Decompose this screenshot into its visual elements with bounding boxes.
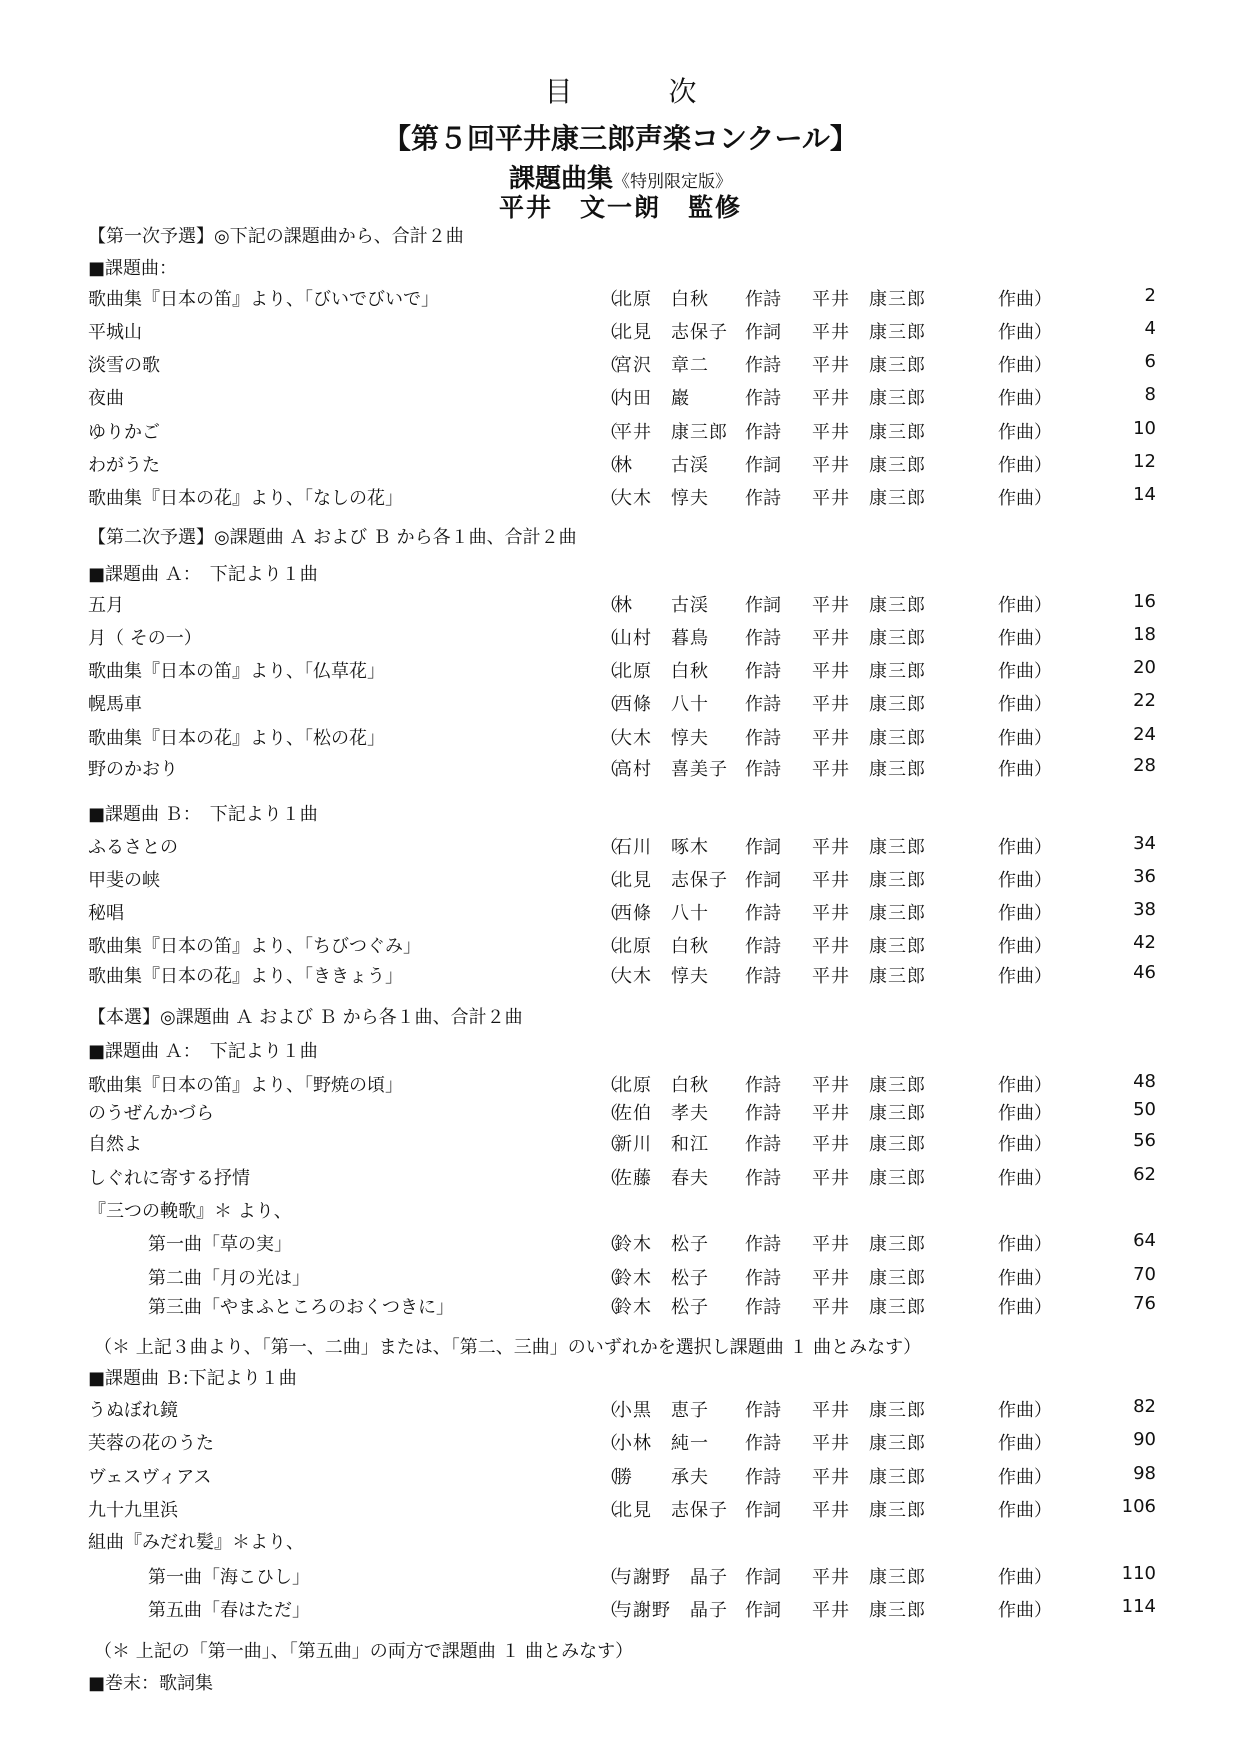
entry-composer: 平井 康三郎 xyxy=(812,628,926,649)
entry-composer: 平井 康三郎 xyxy=(812,388,926,409)
group-header: ■課題曲 Ｂ： 下記より１曲 xyxy=(88,804,318,825)
entry-poet-role: 作詩 xyxy=(745,1234,781,1255)
open-paren: （ xyxy=(600,1234,618,1255)
entry-composer-role: 作曲） xyxy=(998,1103,1052,1124)
entry-poet: 勝 承夫 xyxy=(614,1467,709,1488)
entry-poet-role: 作詩 xyxy=(745,1297,781,1318)
entry-composer-role: 作曲） xyxy=(998,1600,1052,1621)
entry-poet: 石川 啄木 xyxy=(614,837,709,858)
toc-entry xyxy=(0,833,1241,859)
toc-entry xyxy=(0,866,1241,892)
open-paren: （ xyxy=(600,488,618,509)
entry-poet-role: 作詞 xyxy=(745,322,781,343)
group-header: ■課題曲： xyxy=(88,258,178,279)
entry-poet: 高村 喜美子 xyxy=(614,759,728,780)
entry-page-number: 98 xyxy=(1133,1463,1156,1484)
entry-title: 歌曲集『日本の笛』より、「びいでびいで」 xyxy=(88,289,439,310)
section-heading: 【本選】◎課題曲 Ａ および Ｂ から各１曲、合計２曲 xyxy=(88,1007,523,1028)
entry-poet: 大木 惇夫 xyxy=(614,728,709,749)
entry-title: 芙蓉の花のうた xyxy=(88,1433,214,1454)
toc-entry xyxy=(0,1164,1241,1190)
open-paren: （ xyxy=(600,1268,618,1289)
entry-composer: 平井 康三郎 xyxy=(812,936,926,957)
entry-poet-role: 作詞 xyxy=(745,1600,781,1621)
toc-entry xyxy=(0,962,1241,988)
entry-page-number: 50 xyxy=(1133,1099,1156,1120)
open-paren: （ xyxy=(600,903,618,924)
entry-title: 歌曲集『日本の花』より、「ききょう」 xyxy=(88,966,403,987)
entry-poet: 新川 和江 xyxy=(614,1134,709,1155)
entry-title: ヴェスヴィアス xyxy=(88,1467,212,1488)
toc-entry xyxy=(0,1563,1241,1589)
section-heading: 【第二次予選】◎課題曲 Ａ および Ｂ から各１曲、合計２曲 xyxy=(88,527,577,548)
entry-composer: 平井 康三郎 xyxy=(812,1400,926,1421)
group-header: ■課題曲 Ａ： 下記より１曲 xyxy=(88,1041,318,1062)
open-paren: （ xyxy=(600,1467,618,1488)
entry-composer-role: 作曲） xyxy=(998,1433,1052,1454)
entry-poet-role: 作詩 xyxy=(745,661,781,682)
entry-poet: 与謝野 晶子 xyxy=(614,1567,728,1588)
entry-page-number: 70 xyxy=(1133,1264,1156,1285)
entry-title: 五月 xyxy=(88,595,124,616)
entry-poet: 鈴木 松子 xyxy=(614,1297,709,1318)
entry-poet-role: 作詩 xyxy=(745,388,781,409)
entry-title: 甲斐の峡 xyxy=(88,870,160,891)
entry-title: 歌曲集『日本の花』より、「松の花」 xyxy=(88,728,385,749)
entry-composer-role: 作曲） xyxy=(998,966,1052,987)
entry-poet: 北原 白秋 xyxy=(614,661,709,682)
entry-composer: 平井 康三郎 xyxy=(812,322,926,343)
toc-entry xyxy=(0,591,1241,617)
entry-composer: 平井 康三郎 xyxy=(812,903,926,924)
page-title: 目 次 xyxy=(544,75,731,108)
entry-composer-role: 作曲） xyxy=(998,422,1052,443)
entry-title: 九十九里浜 xyxy=(88,1500,178,1521)
entry-poet: 小林 純一 xyxy=(614,1433,709,1454)
entry-page-number: 64 xyxy=(1133,1230,1156,1251)
entry-page-number: 6 xyxy=(1144,351,1156,372)
open-paren: （ xyxy=(600,422,618,443)
entry-composer-role: 作曲） xyxy=(998,388,1052,409)
entry-page-number: 42 xyxy=(1133,932,1156,953)
entry-composer-role: 作曲） xyxy=(998,694,1052,715)
entry-poet-role: 作詩 xyxy=(745,1103,781,1124)
entry-title: 淡雪の歌 xyxy=(88,355,160,376)
open-paren: （ xyxy=(600,1168,618,1189)
suite-title: 組曲『みだれ髪』＊より、 xyxy=(88,1532,304,1553)
toc-entry xyxy=(0,755,1241,781)
entry-page-number: 90 xyxy=(1133,1429,1156,1450)
toc-entry xyxy=(0,724,1241,750)
entry-poet: 北原 白秋 xyxy=(614,936,709,957)
open-paren: （ xyxy=(600,355,618,376)
open-paren: （ xyxy=(600,1567,618,1588)
entry-title: 秘唱 xyxy=(88,903,124,924)
group-header: ■課題曲 Ｂ:下記より１曲 xyxy=(88,1368,297,1389)
entry-composer: 平井 康三郎 xyxy=(812,759,926,780)
entry-title: 歌曲集『日本の笛』より、「仏草花」 xyxy=(88,661,385,682)
entry-composer: 平井 康三郎 xyxy=(812,355,926,376)
entry-page-number: 8 xyxy=(1144,384,1156,405)
entry-composer: 平井 康三郎 xyxy=(812,1134,926,1155)
entry-page-number: 16 xyxy=(1133,591,1156,612)
editor-credit: 平井 文一朗 監修 xyxy=(498,193,742,222)
toc-entry xyxy=(0,318,1241,344)
open-paren: （ xyxy=(600,728,618,749)
toc-entry xyxy=(0,657,1241,683)
toc-entry xyxy=(0,1230,1241,1256)
entry-title: うぬぼれ鏡 xyxy=(88,1400,178,1421)
entry-title: 夜曲 xyxy=(88,388,124,409)
open-paren: （ xyxy=(600,1433,618,1454)
entry-page-number: 12 xyxy=(1133,451,1156,472)
toc-entry xyxy=(0,1429,1241,1455)
entry-poet: 北見 志保子 xyxy=(614,870,728,891)
entry-composer-role: 作曲） xyxy=(998,1234,1052,1255)
entry-composer-role: 作曲） xyxy=(998,903,1052,924)
entry-title: 第三曲「やまふところのおくつきに」 xyxy=(148,1297,454,1318)
entry-composer-role: 作曲） xyxy=(998,1567,1052,1588)
entry-title: 歌曲集『日本の花』より、「なしの花」 xyxy=(88,488,403,509)
toc-entry xyxy=(0,351,1241,377)
entry-composer: 平井 康三郎 xyxy=(812,1600,926,1621)
open-paren: （ xyxy=(600,661,618,682)
entry-composer: 平井 康三郎 xyxy=(812,1297,926,1318)
toc-entry xyxy=(0,384,1241,410)
entry-title: 野のかおり xyxy=(88,759,178,780)
entry-title: 第一曲「海こひし」 xyxy=(148,1567,310,1588)
entry-composer: 平井 康三郎 xyxy=(812,488,926,509)
entry-poet-role: 作詞 xyxy=(745,1500,781,1521)
entry-page-number: 110 xyxy=(1121,1563,1156,1584)
entry-composer-role: 作曲） xyxy=(998,1467,1052,1488)
entry-composer: 平井 康三郎 xyxy=(812,661,926,682)
entry-title: しぐれに寄する抒情 xyxy=(88,1168,250,1189)
toc-entry xyxy=(0,932,1241,958)
entry-poet-role: 作詩 xyxy=(745,628,781,649)
entry-title: のうぜんかづら xyxy=(88,1103,214,1124)
entry-poet-role: 作詞 xyxy=(745,1567,781,1588)
appendix-line: ■巻末：歌詞集 xyxy=(88,1673,214,1694)
entry-composer: 平井 康三郎 xyxy=(812,422,926,443)
entry-composer-role: 作曲） xyxy=(998,488,1052,509)
entry-composer: 平井 康三郎 xyxy=(812,966,926,987)
entry-poet: 与謝野 晶子 xyxy=(614,1600,728,1621)
entry-composer: 平井 康三郎 xyxy=(812,1234,926,1255)
entry-title: 第一曲「草の実」 xyxy=(148,1234,292,1255)
entry-composer-role: 作曲） xyxy=(998,759,1052,780)
open-paren: （ xyxy=(600,455,618,476)
open-paren: （ xyxy=(600,1297,618,1318)
entry-composer: 平井 康三郎 xyxy=(812,1467,926,1488)
entry-page-number: 48 xyxy=(1133,1071,1156,1092)
toc-entry xyxy=(0,899,1241,925)
entry-title: ふるさとの xyxy=(88,837,178,858)
entry-page-number: 4 xyxy=(1144,318,1156,339)
entry-poet: 内田 巖 xyxy=(614,388,690,409)
open-paren: （ xyxy=(600,837,618,858)
open-paren: （ xyxy=(600,694,618,715)
entry-page-number: 76 xyxy=(1133,1293,1156,1314)
edition-label: 《特別限定版》 xyxy=(613,172,732,192)
entry-page-number: 36 xyxy=(1133,866,1156,887)
entry-poet: 西條 八十 xyxy=(614,694,709,715)
entry-title: 幌馬車 xyxy=(88,694,142,715)
open-paren: （ xyxy=(600,289,618,310)
entry-poet: 小黒 恵子 xyxy=(614,1400,709,1421)
entry-page-number: 22 xyxy=(1133,690,1156,711)
entry-composer-role: 作曲） xyxy=(998,936,1052,957)
selection-note: （＊ 上記の「第一曲」、「第五曲」の両方で課題曲 １ 曲とみなす） xyxy=(94,1641,634,1662)
entry-poet: 山村 暮鳥 xyxy=(614,628,709,649)
entry-poet: 佐藤 春夫 xyxy=(614,1168,709,1189)
collection-name: 課題曲集 xyxy=(508,164,613,194)
entry-poet-role: 作詞 xyxy=(745,870,781,891)
entry-page-number: 34 xyxy=(1133,833,1156,854)
toc-entry xyxy=(0,624,1241,650)
toc-entry xyxy=(0,690,1241,716)
entry-title: 月（ その一） xyxy=(88,628,202,649)
entry-composer: 平井 康三郎 xyxy=(812,1103,926,1124)
entry-poet: 北原 白秋 xyxy=(614,289,709,310)
entry-poet-role: 作詩 xyxy=(745,936,781,957)
entry-title: わがうた xyxy=(88,455,160,476)
entry-poet-role: 作詩 xyxy=(745,289,781,310)
entry-poet-role: 作詩 xyxy=(745,1268,781,1289)
entry-page-number: 24 xyxy=(1133,724,1156,745)
entry-poet-role: 作詩 xyxy=(745,1400,781,1421)
entry-composer-role: 作曲） xyxy=(998,728,1052,749)
entry-title: 自然よ xyxy=(88,1134,142,1155)
entry-poet-role: 作詩 xyxy=(745,728,781,749)
entry-composer: 平井 康三郎 xyxy=(812,694,926,715)
open-paren: （ xyxy=(600,1500,618,1521)
open-paren: （ xyxy=(600,1103,618,1124)
entry-composer: 平井 康三郎 xyxy=(812,1268,926,1289)
open-paren: （ xyxy=(600,1400,618,1421)
entry-composer: 平井 康三郎 xyxy=(812,1433,926,1454)
entry-poet: 鈴木 松子 xyxy=(614,1234,709,1255)
entry-composer-role: 作曲） xyxy=(998,355,1052,376)
open-paren: （ xyxy=(600,1600,618,1621)
open-paren: （ xyxy=(600,1134,618,1155)
entry-poet-role: 作詩 xyxy=(745,1433,781,1454)
entry-composer-role: 作曲） xyxy=(998,1134,1052,1155)
toc-entry xyxy=(0,1596,1241,1622)
entry-poet-role: 作詩 xyxy=(745,1134,781,1155)
entry-composer-role: 作曲） xyxy=(998,870,1052,891)
entry-poet: 宮沢 章二 xyxy=(614,355,709,376)
entry-page-number: 106 xyxy=(1121,1496,1156,1517)
entry-composer-role: 作曲） xyxy=(998,1500,1052,1521)
entry-poet: 大木 惇夫 xyxy=(614,488,709,509)
toc-entry xyxy=(0,451,1241,477)
entry-composer-role: 作曲） xyxy=(998,661,1052,682)
open-paren: （ xyxy=(600,628,618,649)
entry-composer: 平井 康三郎 xyxy=(812,837,926,858)
entry-page-number: 18 xyxy=(1133,624,1156,645)
entry-poet-role: 作詩 xyxy=(745,488,781,509)
entry-poet-role: 作詞 xyxy=(745,837,781,858)
entry-title: 平城山 xyxy=(88,322,142,343)
entry-composer-role: 作曲） xyxy=(998,837,1052,858)
entry-page-number: 82 xyxy=(1133,1396,1156,1417)
open-paren: （ xyxy=(600,388,618,409)
entry-poet-role: 作詩 xyxy=(745,966,781,987)
entry-composer: 平井 康三郎 xyxy=(812,289,926,310)
open-paren: （ xyxy=(600,870,618,891)
entry-composer: 平井 康三郎 xyxy=(812,455,926,476)
entry-page-number: 114 xyxy=(1121,1596,1156,1617)
entry-title: 歌曲集『日本の笛』より、「ちびつぐみ」 xyxy=(88,936,421,957)
entry-composer-role: 作曲） xyxy=(998,455,1052,476)
entry-composer: 平井 康三郎 xyxy=(812,1567,926,1588)
selection-note: （＊ 上記３曲より、「第一、二曲」または、「第二、三曲」のいずれかを選択し課題曲 １ 曲とみなす） xyxy=(94,1337,922,1358)
entry-title: 第二曲「月の光は」 xyxy=(148,1268,310,1289)
contest-title: 【第５回平井康三郎声楽コンクール】 xyxy=(383,122,858,155)
entry-title: 歌曲集『日本の笛』より、「野焼の頃」 xyxy=(88,1075,403,1096)
entry-poet: 林 古渓 xyxy=(614,455,709,476)
entry-composer-role: 作曲） xyxy=(998,628,1052,649)
entry-poet: 北原 白秋 xyxy=(614,1075,709,1096)
open-paren: （ xyxy=(600,759,618,780)
section-heading: 【第一次予選】◎下記の課題曲から、合計２曲 xyxy=(88,226,464,247)
entry-poet: 林 古渓 xyxy=(614,595,709,616)
toc-entry xyxy=(0,1099,1241,1125)
group-header: ■課題曲 Ａ： 下記より１曲 xyxy=(88,564,318,585)
open-paren: （ xyxy=(600,936,618,957)
entry-page-number: 20 xyxy=(1133,657,1156,678)
entry-poet-role: 作詩 xyxy=(745,759,781,780)
entry-poet: 大木 惇夫 xyxy=(614,966,709,987)
toc-entry xyxy=(0,484,1241,510)
entry-title: 第五曲「春はただ」 xyxy=(148,1600,310,1621)
entry-composer-role: 作曲） xyxy=(998,595,1052,616)
entry-poet: 北見 志保子 xyxy=(614,1500,728,1521)
entry-composer: 平井 康三郎 xyxy=(812,870,926,891)
open-paren: （ xyxy=(600,595,618,616)
toc-entry xyxy=(0,1396,1241,1422)
entry-page-number: 10 xyxy=(1133,418,1156,439)
suite-title: 『三つの輓歌』＊ より、 xyxy=(88,1201,292,1222)
entry-poet-role: 作詩 xyxy=(745,422,781,443)
entry-composer: 平井 康三郎 xyxy=(812,1168,926,1189)
entry-poet: 鈴木 松子 xyxy=(614,1268,709,1289)
entry-page-number: 62 xyxy=(1133,1164,1156,1185)
entry-composer: 平井 康三郎 xyxy=(812,1500,926,1521)
entry-page-number: 56 xyxy=(1133,1130,1156,1151)
entry-poet: 佐伯 孝夫 xyxy=(614,1103,709,1124)
toc-entry xyxy=(0,1264,1241,1290)
open-paren: （ xyxy=(600,322,618,343)
entry-page-number: 46 xyxy=(1133,962,1156,983)
entry-composer-role: 作曲） xyxy=(998,1400,1052,1421)
entry-page-number: 28 xyxy=(1133,755,1156,776)
entry-composer: 平井 康三郎 xyxy=(812,1075,926,1096)
toc-entry xyxy=(0,1293,1241,1319)
toc-entry xyxy=(0,418,1241,444)
entry-page-number: 2 xyxy=(1144,285,1156,306)
entry-composer-role: 作曲） xyxy=(998,289,1052,310)
toc-entry xyxy=(0,285,1241,311)
open-paren: （ xyxy=(600,1075,618,1096)
entry-poet-role: 作詩 xyxy=(745,1467,781,1488)
entry-composer-role: 作曲） xyxy=(998,1075,1052,1096)
entry-poet-role: 作詩 xyxy=(745,903,781,924)
toc-entry xyxy=(0,1130,1241,1156)
toc-entry xyxy=(0,1463,1241,1489)
open-paren: （ xyxy=(600,966,618,987)
entry-composer: 平井 康三郎 xyxy=(812,728,926,749)
entry-page-number: 38 xyxy=(1133,899,1156,920)
entry-composer-role: 作曲） xyxy=(998,1268,1052,1289)
toc-entry xyxy=(0,1496,1241,1522)
entry-composer-role: 作曲） xyxy=(998,1297,1052,1318)
entry-poet-role: 作詩 xyxy=(745,1168,781,1189)
entry-poet: 平井 康三郎 xyxy=(614,422,728,443)
entry-composer-role: 作曲） xyxy=(998,322,1052,343)
toc-entry xyxy=(0,1071,1241,1097)
entry-poet-role: 作詞 xyxy=(745,595,781,616)
entry-poet-role: 作詩 xyxy=(745,355,781,376)
entry-page-number: 14 xyxy=(1133,484,1156,505)
entry-poet-role: 作詩 xyxy=(745,694,781,715)
entry-title: ゆりかご xyxy=(88,422,160,443)
entry-poet-role: 作詞 xyxy=(745,455,781,476)
entry-poet: 西條 八十 xyxy=(614,903,709,924)
entry-poet: 北見 志保子 xyxy=(614,322,728,343)
entry-composer: 平井 康三郎 xyxy=(812,595,926,616)
entry-composer-role: 作曲） xyxy=(998,1168,1052,1189)
entry-poet-role: 作詩 xyxy=(745,1075,781,1096)
